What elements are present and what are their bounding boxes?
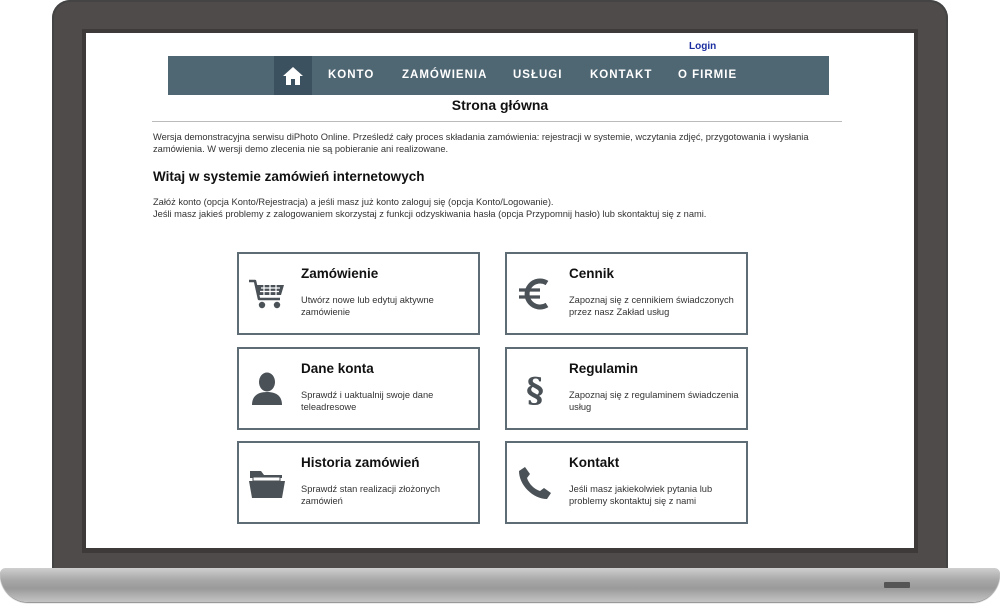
euro-icon: [515, 274, 555, 314]
cart-icon: [247, 274, 287, 314]
page-title: Strona główna: [451, 97, 549, 113]
nav-home-button[interactable]: [274, 56, 312, 95]
phone-icon: [515, 463, 555, 503]
card-title: Kontakt: [569, 455, 620, 470]
laptop-base: [0, 568, 1000, 602]
nav-item-zamowienia[interactable]: ZAMÓWIENIA: [402, 69, 488, 81]
card-title: Cennik: [569, 266, 615, 281]
card-description: Zapoznaj się z regulaminem świadczenia usług: [569, 390, 739, 412]
card-historia-zamowien[interactable]: [237, 441, 480, 524]
home-icon: [282, 66, 304, 86]
title-divider: [152, 121, 842, 122]
card-title: Dane konta: [301, 361, 374, 376]
card-zamowienie[interactable]: [237, 252, 480, 335]
nav-item-o-firmie[interactable]: O FIRMIE: [678, 69, 738, 81]
welcome-line-password: Jeśli masz jakieś problemy z zalogowaniem skorzystaj z funkcji odzyskiwania hasła (opcja Przypomnij hasło) lub skontaktuj się z nami.: [153, 209, 707, 219]
laptop-notch: [884, 582, 910, 588]
user-icon: [247, 369, 287, 409]
login-link[interactable]: Login: [689, 41, 717, 52]
nav-item-uslugi[interactable]: USŁUGI: [513, 69, 563, 81]
card-description: Utwórz nowe lub edytuj aktywne zamówienie: [301, 295, 434, 317]
welcome-text: [153, 196, 853, 220]
card-regulamin[interactable]: [505, 347, 748, 430]
folder-icon: [247, 463, 287, 503]
nav-item-konto[interactable]: KONTO: [328, 69, 375, 81]
card-cennik[interactable]: [505, 252, 748, 335]
paragraph-icon: [515, 369, 555, 409]
card-title: Regulamin: [569, 361, 639, 376]
card-description: Sprawdź stan realizacji złożonych zamówień: [301, 484, 440, 506]
card-dane-konta[interactable]: [237, 347, 480, 430]
card-description: Zapoznaj się z cennikiem świadczonych przez nasz Zakład usług: [569, 295, 734, 317]
card-kontakt[interactable]: [505, 441, 748, 524]
intro-text: Wersja demonstracyjna serwisu diPhoto Online. Prześledź cały proces składania zamówienia: rejestracji w systemie, wczytania zdjęć, przygotowania i wysłania zamówienia. W wersji demo zlecenia nie są pobieranie ani realizowane.: [153, 132, 809, 154]
svg-text:§: §: [526, 371, 544, 409]
card-title: Historia zamówień: [301, 455, 420, 470]
card-description: Jeśli masz jakiekolwiek pytania lub problemy skontaktuj się z nami: [569, 484, 713, 506]
card-description: Sprawdź i uaktualnij swoje dane teleadresowe: [301, 390, 434, 412]
nav-item-kontakt[interactable]: KONTAKT: [590, 69, 653, 81]
welcome-line-register: Załóż konto (opcja Konto/Rejestracja) a jeśli masz już konto zaloguj się (opcja Konto/Logowanie).: [153, 197, 554, 207]
browser-viewport: [86, 33, 914, 548]
welcome-heading: Witaj w systemie zamówień internetowych: [153, 169, 425, 184]
card-title: Zamówienie: [301, 266, 379, 281]
main-navbar: [168, 56, 829, 95]
